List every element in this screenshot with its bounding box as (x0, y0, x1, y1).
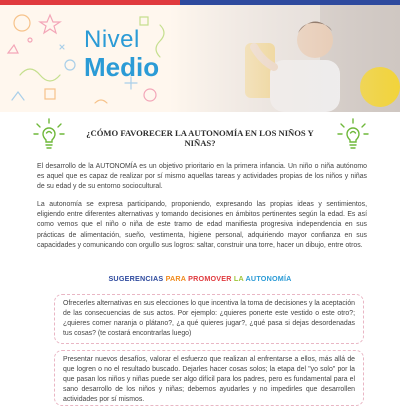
title-medio: Medio (84, 52, 160, 82)
suggestions-word-autonomia: AUTONOMÍA (245, 274, 292, 283)
suggestion-box-alternatives: Ofrecerles alternativas en sus elecciones lo que incentiva la toma de decisiones y la aceptación de las consecuencias de sus actos. Por ejemplo: ¿quieres ponerte este vestido o este otro?; ¿quieres comer naranja o plátano?, ¿a qué quieres jugar?, ¿qué pasa si dejas desordenadas tus cosas? (te costará encontrarlas luego) (54, 294, 364, 344)
suggestions-word-sugerencias: SUGERENCIAS (108, 274, 164, 283)
title-nivel: Nivel (84, 26, 140, 53)
suggestions-word-para: PARA (165, 274, 186, 283)
lightbulb-icon (33, 118, 65, 150)
suggestions-word-la: LA (233, 274, 244, 283)
child-photo (170, 5, 400, 112)
suggestions-word-promover: PROMOVER (188, 274, 232, 283)
paragraph-autonomy-expression: La autonomía se expresa participando, proponiendo, expresando las propias ideas y sentimientos, eligiendo entre diferentes alternativas y tomando decisiones en ámbitos pertinentes según la edad. Es así como vemos que el niño o niña de este tramo de edad manifiesta progresiva independencia en sus prácticas de alimentación, sueño, vestimenta, higiene personal, adquiriendo mayor confianza en sus capacidades y comunicando con orgullo sus logros: saltar, construir una torre, hacer un dibujo, entre otros. (37, 201, 367, 249)
header-banner (0, 5, 400, 112)
paragraph-autonomy-definition: El desarrollo de la AUTONOMÍA es un objetivo prioritario en la primera infancia. Un niño o niña autónomo es aquel que es capaz de realizar por sí mismo aquellas tareas y actividades propias de los niños y niñas de su edad y de su entorno sociocultural. (37, 163, 367, 191)
title-block (84, 27, 159, 81)
suggestion-box-challenges: Presentar nuevos desafíos, valorar el esfuerzo que realizan al enfrentarse a ellos, más allá de que logren o no el resultado buscado. Dejarles hacer cosas solos; la etapa del "yo solo" por la que pasan los niños y niñas puede ser algo difícil para los padres, pero es fundamental para el sano desarrollo de los niños y niñas; debemos ayudarles y no impedirles que desarrollen actividades por sí mismos. (54, 350, 364, 406)
suggestions-heading (70, 274, 330, 283)
lightbulb-icon (337, 118, 369, 150)
section-heading: ¿CÓMO FAVORECER LA AUTONOMÍA EN LOS NIÑOS Y NIÑAS? (86, 128, 314, 148)
